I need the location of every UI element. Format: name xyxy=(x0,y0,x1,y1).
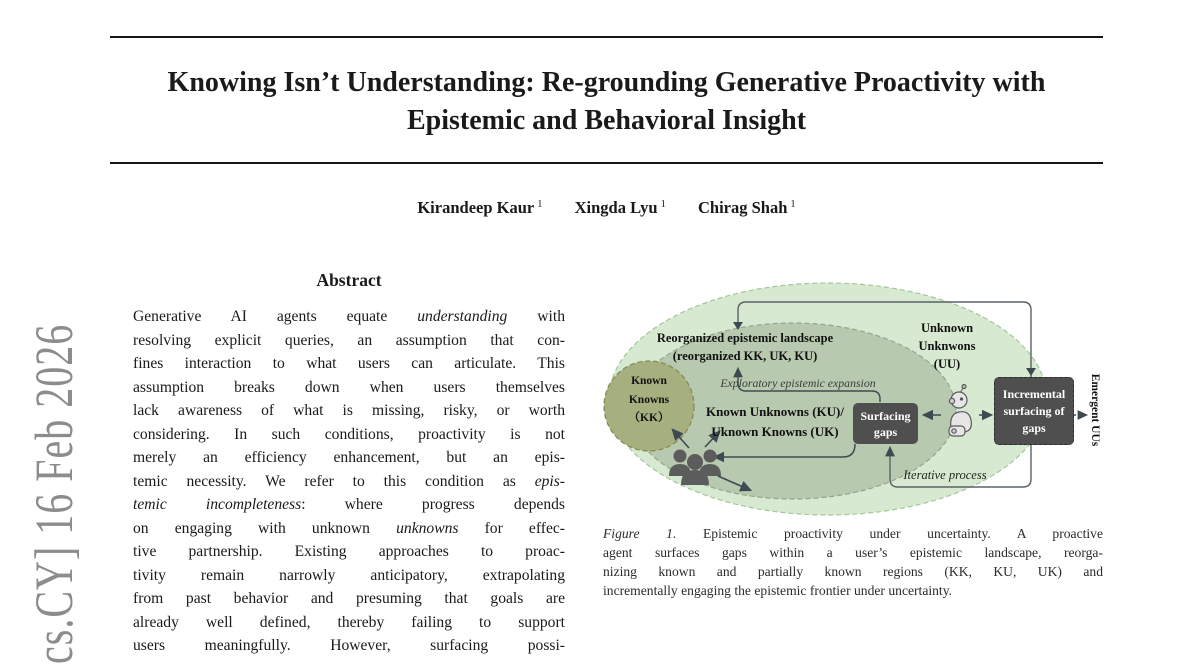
arxiv-watermark: cs.CY] 16 Feb 2026 xyxy=(23,323,85,664)
author-list xyxy=(110,198,1103,218)
iterative-process-label: Iterative process xyxy=(903,468,987,482)
affiliation-sup: 1 xyxy=(790,198,796,210)
text-line: resolving explicit queries, an assumption that con- xyxy=(133,331,565,349)
author: Kirandeep Kaur $^1$ xyxy=(417,198,543,217)
figure-1 xyxy=(603,280,1115,523)
figure-caption xyxy=(603,524,1103,600)
emergent-uus-label: Emergent UUs xyxy=(1089,373,1101,447)
reorganized-landscape-label: Reorganized epistemic landscape (reorganized KK, UK, KU) xyxy=(656,331,834,363)
text-line: agent surfaces gaps within a user’s epistemic landscape, reorga- xyxy=(603,545,1103,560)
mid-rule xyxy=(110,162,1103,164)
text-line: on engaging with unknown unknowns for effec- xyxy=(133,519,565,537)
text-line: temic necessity. We refer to this condition as epis- xyxy=(133,472,565,490)
text-line: from past behavior and presuming that goals are xyxy=(133,590,565,607)
text-line: assumption breaks down when users themselves xyxy=(133,378,565,396)
text-line: temic incompleteness: where progress depends xyxy=(133,496,565,513)
text-line: merely an efficiency enhancement, but an epis- xyxy=(133,449,565,466)
affiliation-sup: 1 xyxy=(660,198,666,210)
ku-uk-label: Known Unknowns (KU)/ Uknown Knowns (UK) xyxy=(706,404,844,439)
text-line: nizing known and partially known regions (KK, KU, UK) and xyxy=(603,564,1103,579)
text-line: incrementally engaging the epistemic frontier under uncertainty. xyxy=(603,583,953,598)
text-line: tive partnership. Existing approaches to proac- xyxy=(133,543,565,560)
text-line: users meaningfully. However, surfacing possi- xyxy=(133,637,565,654)
affiliation-sup: 1 xyxy=(537,198,543,210)
author: Chirag Shah $^1$ xyxy=(697,198,796,217)
abstract-heading: Abstract xyxy=(316,270,382,290)
text-line: tivity remain narrowly anticipatory, extrapolating xyxy=(133,566,565,584)
text-line: lack awareness of what is missing, risky, or worth xyxy=(133,402,565,419)
exploratory-expansion-label: Exploratory epistemic expansion xyxy=(720,376,876,390)
top-rule xyxy=(110,36,1103,38)
unknown-unknowns-label: Unknown Unknwons (UU) xyxy=(918,321,976,371)
surfacing-gaps-box: Surfacing gaps xyxy=(853,403,918,444)
text-line: already well defined, thereby failing to support xyxy=(133,613,565,631)
paper-title xyxy=(110,64,1103,140)
text-line: considering. In such conditions, proactivity is not xyxy=(133,425,565,443)
text-line: Generative AI agents equate understanding with xyxy=(133,308,565,325)
title-line-1: Knowing Isn’t Understanding: Re-grounding Generative Proactivity with xyxy=(167,67,1046,98)
text-line: fines interaction to what users can articulate. This xyxy=(133,355,565,372)
author: Xingda Lyu $^1$ xyxy=(574,198,666,217)
title-line-2: Epistemic and Behavioral Insight xyxy=(406,105,807,136)
known-knowns-label: Known Knowns （KK） xyxy=(628,375,670,424)
text-line: Figure 1. Epistemic proactivity under uncertainty. A proactive xyxy=(603,526,1103,541)
incremental-surfacing-box: Incremental surfacing of gaps xyxy=(994,377,1074,445)
abstract-body xyxy=(133,305,565,658)
